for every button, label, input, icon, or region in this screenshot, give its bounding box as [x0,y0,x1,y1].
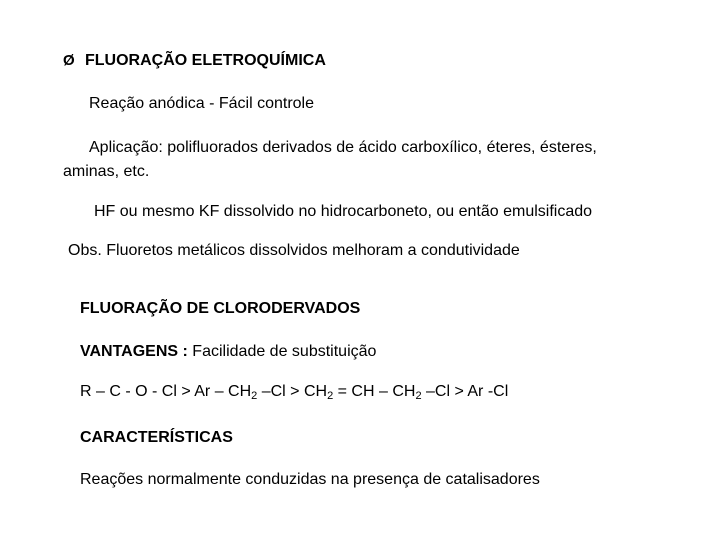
characteristics-title: CARACTERÍSTICAS [80,429,233,446]
heading [63,51,326,70]
section-title: FLUORAÇÃO DE CLORODERVADOS [80,300,361,317]
arrow-bullet-icon: Ø [63,52,75,69]
advantages-label: VANTAGENS : [80,343,188,360]
advantages [80,342,376,361]
reactivity-sub-2: 2 [327,390,334,402]
heading-title: FLUORAÇÃO ELETROQUÍMICA [85,52,326,69]
advantages-text: Facilidade de substituição [187,343,377,360]
application-line-1: Aplicação: polifluorados derivados de ácido carboxílico, éteres, ésteres, [89,139,597,156]
hf-note: HF ou mesmo KF dissolvido no hidrocarboneto, ou então emulsificado [94,203,593,220]
reactivity-part-4: –Cl > Ar -Cl [421,383,509,400]
reactivity-sub-1: 2 [251,390,258,402]
reactivity-order [80,382,508,401]
application-line-2: aminas, etc. [63,163,150,180]
reactions-note: Reações normalmente conduzidas na presença de catalisadores [80,471,540,488]
reactivity-sub-3: 2 [415,390,422,402]
reactivity-part-3: = CH – CH [333,383,416,400]
obs-note: Obs. Fluoretos metálicos dissolvidos melhoram a condutividade [68,242,520,259]
reactivity-part-1: R – C - O - Cl > Ar – CH [80,383,252,400]
reactivity-part-2: –Cl > CH [257,383,328,400]
anodic-reaction: Reação anódica - Fácil controle [89,95,315,112]
